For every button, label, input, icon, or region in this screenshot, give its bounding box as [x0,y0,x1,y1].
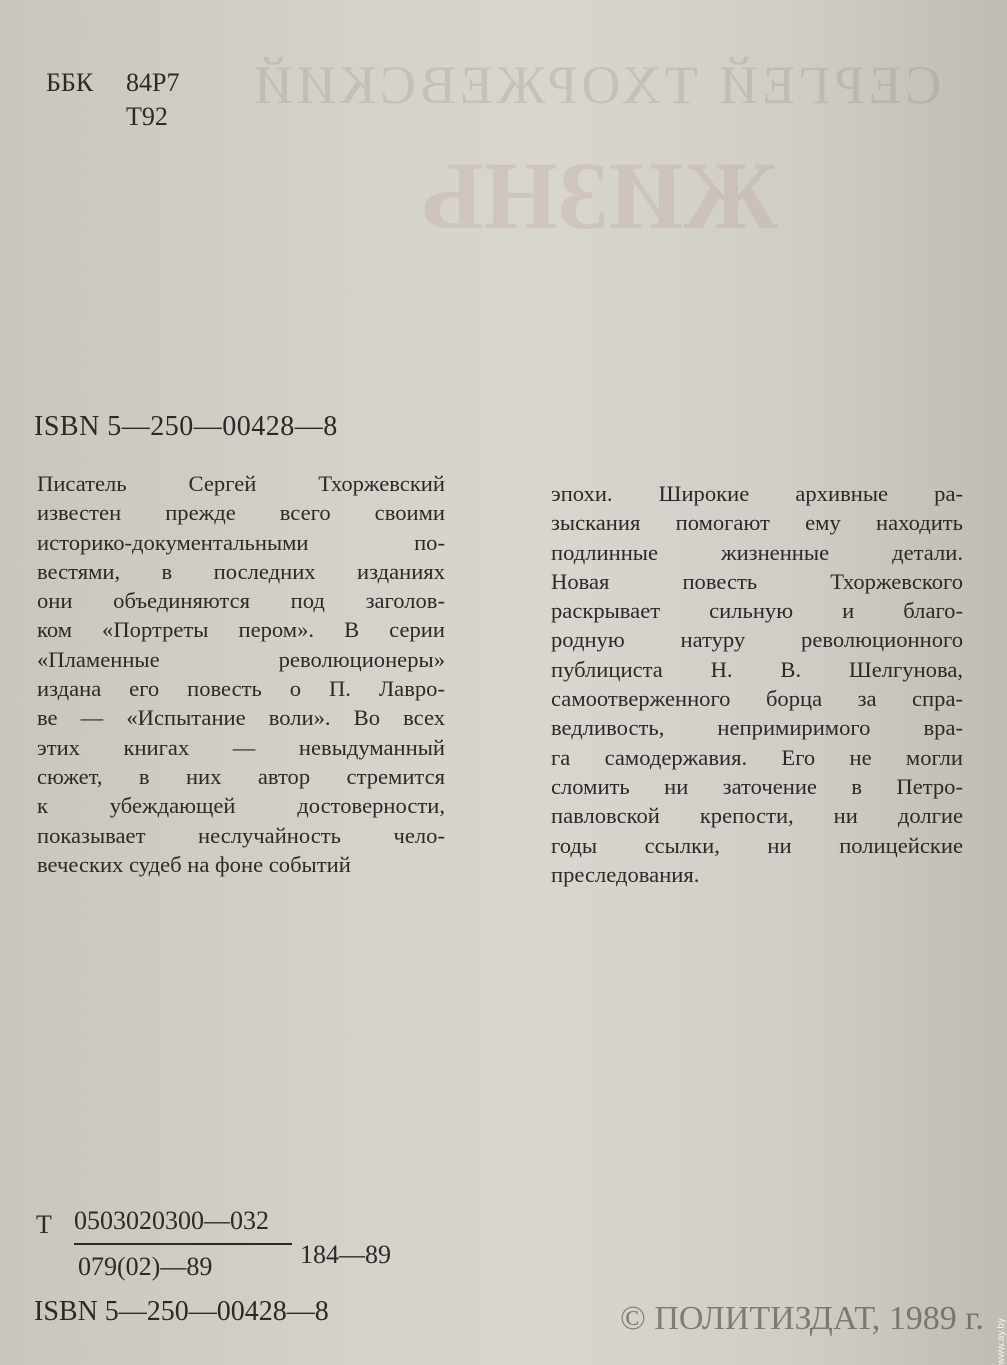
annotation-line: Писатель Сергей Тхоржевский [37,471,445,496]
annotation-line: веческих судеб на фоне событий [37,851,351,877]
annotation-line: преследования. [551,861,700,887]
annotation-line: ве — «Испытание воли». Во всех [37,705,445,731]
annotation-line: зыскания помогают ему находить [551,510,963,536]
site-watermark: www.ay.by [996,1318,1007,1365]
bbk-label: ББК [46,68,94,97]
isbn-top: ISBN 5—250—00428—8 [34,411,338,442]
annotation-right-column [551,479,963,889]
annotation-line: публициста Н. В. Шелгунова, [551,656,963,682]
copyright-footer: © ПОЛИТИЗДАТ, 1989 г. [620,1300,984,1337]
annotation-line: сюжет, в них автор стремится [37,763,445,789]
formula-numerator: 0503020300—032 [74,1206,269,1235]
annotation-line: эпохи. Широкие архивные ра- [551,481,963,506]
annotation-line: «Пламенные революционеры» [37,646,445,672]
bbk-code: 84Р7 [126,68,180,97]
formula-code: 184—89 [300,1240,391,1269]
formula-denominator: 079(02)—89 [78,1252,213,1281]
show-through-title: ЖИЗНЬ [420,142,779,249]
annotation-line: известен прежде всего своими [37,500,445,526]
annotation-line: родную натуру революционного [551,627,963,653]
annotation-line: самоотверженного борца за спра- [551,686,963,712]
annotation-line: они объединяются под заголов- [37,588,445,614]
annotation-line: годы ссылки, ни полицейские [551,832,963,858]
annotation-line: раскрывает сильную и благо- [551,598,963,624]
annotation-line: показывает неслучайность чело- [37,822,445,848]
annotation-line: га самодержавия. Его не могли [551,744,963,770]
annotation-line: издана его повесть о П. Лавро- [37,676,445,702]
author-mark: Т92 [126,102,168,131]
annotation-line: историко-документальными по- [37,529,445,555]
annotation-line: подлинные жизненные детали. [551,539,963,565]
bbk-classification [46,66,179,134]
formula-letter: Т [36,1210,52,1239]
annotation-line: павловской крепости, ни долгие [551,803,963,829]
annotation-line: вестями, в последних изданиях [37,558,445,584]
annotation-left-column [37,469,445,879]
show-through-author: СЕРГЕЙ ТХОРЖЕВСКИЙ [250,55,942,115]
annotation-line: Новая повесть Тхоржевского [551,568,963,594]
annotation-line: ведливость, непримиримого вра- [551,715,963,741]
formula-fraction-bar [74,1243,292,1245]
annotation-line: этих книгах — невыдуманный [37,734,445,760]
annotation-line: сломить ни заточение в Петро- [551,773,963,799]
isbn-bottom: ISBN 5—250—00428—8 [34,1296,329,1327]
annotation-line: к убеждающей достоверности, [37,793,445,819]
annotation-line: ком «Портреты пером». В серии [37,617,445,643]
